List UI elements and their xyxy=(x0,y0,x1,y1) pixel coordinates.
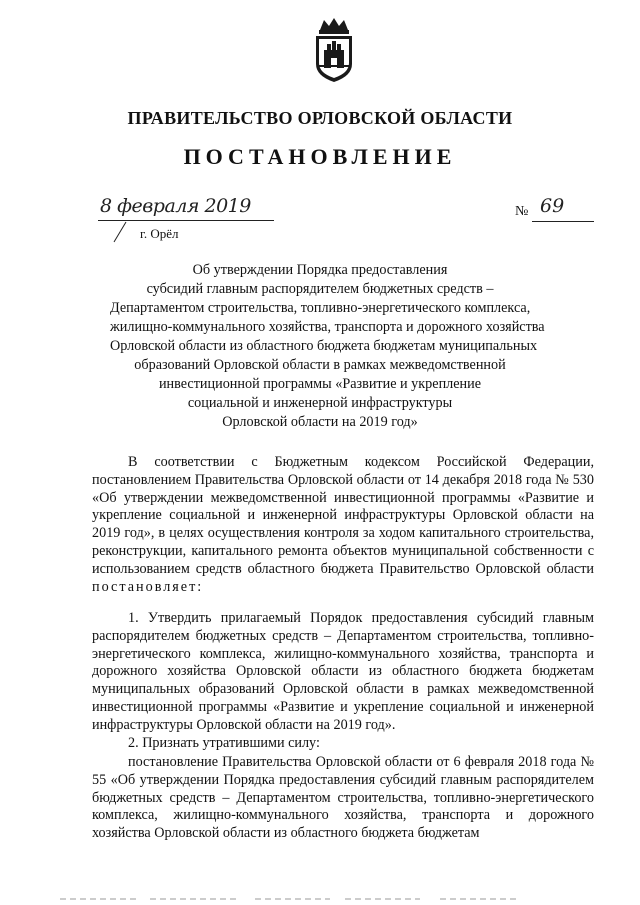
date-handwritten: 8 февраля 2019 xyxy=(100,195,251,217)
number-underline xyxy=(532,221,594,222)
number-label: № xyxy=(515,204,529,219)
subject-line: социальной и инженерной инфраструктуры xyxy=(187,395,453,411)
item-2-paragraph: 2. Признать утратившими силу: xyxy=(128,735,320,751)
subject-line: инвестиционной программы «Развитие и укрепление xyxy=(158,376,482,392)
number-handwritten: 69 xyxy=(540,195,565,217)
subject-line: Орловской области из областного бюджета бюджетам муниципальных xyxy=(110,338,538,354)
document-subject xyxy=(110,261,545,432)
preamble-paragraph xyxy=(92,454,594,596)
coat-of-arms-icon xyxy=(310,16,358,84)
item-2-subparagraph: постановление Правительства Орловской области от 6 февраля 2018 года № 55 «Об утверждении Порядка предоставления субсидий главным распорядителем бюджетных средств – Департаментом строительства, топливно-энергетического комплекса, жилищно-коммунального хозяйства, транспорта и дорожного хозяйства Орловской области из областного бюджета бюджетам xyxy=(92,754,594,842)
signature-stroke xyxy=(108,220,138,244)
item-1-paragraph: 1. Утвердить прилагаемый Порядок предоставления субсидий главным распорядителем бюджетных средств – Департаментом строительства, топливно-энергетического комплекса, жилищно-коммунального хозяйства, транспорта и дорожного хозяйства Орловской области из областного бюджета бюджетам муниципальных образований Орловской области в рамках межведомственной инвестиционной программы «Развитие и укрепление социальной и инженерной инфраструктуры Орловской области на 2019 год». xyxy=(92,610,594,733)
government-title: ПРАВИТЕЛЬСТВО ОРЛОВСКОЙ ОБЛАСТИ xyxy=(127,108,513,128)
preamble-text: В соответствии с Бюджетным кодексом Российской Федерации, постановлением Правительства Орловской области от 14 декабря 2018 года № 530 «Об утверждении межведомственной инвестиционной программы «Развитие и укрепление социальной и инженерной инфраструктуры Орловской области на 2019 год», в целях осуществления контроля за ходом капитального строительства, реконструкции, капитального ремонта объектов муниципальной собственности с использованием средств областного бюджета Правительство Орловской области xyxy=(92,454,594,577)
subject-line: образований Орловской области в рамках межведомственной xyxy=(134,357,506,373)
subject-line: субсидий главным распорядителем бюджетных средств – xyxy=(146,281,494,297)
subject-line: жилищно-коммунального хозяйства, транспорта и дорожного хозяйства xyxy=(110,319,545,335)
scan-edge-artifact xyxy=(0,896,640,902)
city-label: г. Орёл xyxy=(140,226,179,241)
subject-line: Об утверждении Порядка предоставления xyxy=(192,262,448,278)
subject-line: Орловской области на 2019 год» xyxy=(222,414,418,430)
decree-word: постановляет: xyxy=(92,578,204,595)
subject-line: Департаментом строительства, топливно-энергетического комплекса, xyxy=(110,300,531,316)
document-type: ПОСТАНОВЛЕНИЕ xyxy=(183,144,457,169)
